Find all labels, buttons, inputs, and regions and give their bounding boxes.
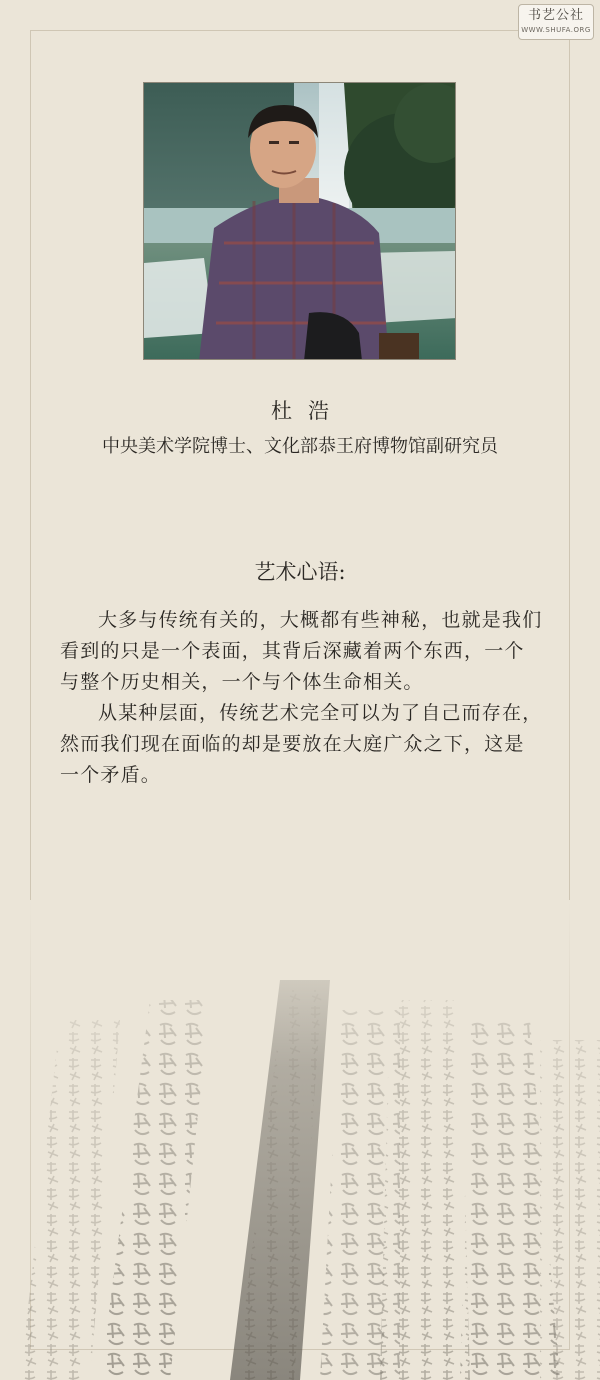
statement-body bbox=[60, 605, 544, 791]
statement-paragraph-2: 从某种层面，传统艺术完全可以为了自己而存在，然而我们现在面临的却是要放在大庭广众之下，这是一个矛盾。 bbox=[60, 702, 543, 786]
artist-name: 杜浩 bbox=[271, 399, 345, 423]
statement-heading: 艺术心语: bbox=[254, 560, 346, 584]
logo-mark: 书艺公社 bbox=[527, 8, 584, 23]
statement-paragraph-1: 大多与传统有关的，大概都有些神秘，也就是我们看到的只是一个表面，其背后深藏着两个东西，一个与整个历史相关，一个与个体生命相关。 bbox=[60, 609, 543, 693]
calligraphy-texture-graphic bbox=[0, 900, 600, 1380]
calligraphy-background bbox=[0, 900, 600, 1380]
site-logo[interactable] bbox=[518, 4, 594, 40]
artist-title: 中央美术学院博士、文化部恭王府博物馆副研究员 bbox=[102, 436, 498, 457]
portrait-image bbox=[144, 83, 456, 360]
logo-url: WWW.SHUFA.ORG bbox=[521, 26, 591, 34]
artist-portrait bbox=[143, 82, 456, 360]
